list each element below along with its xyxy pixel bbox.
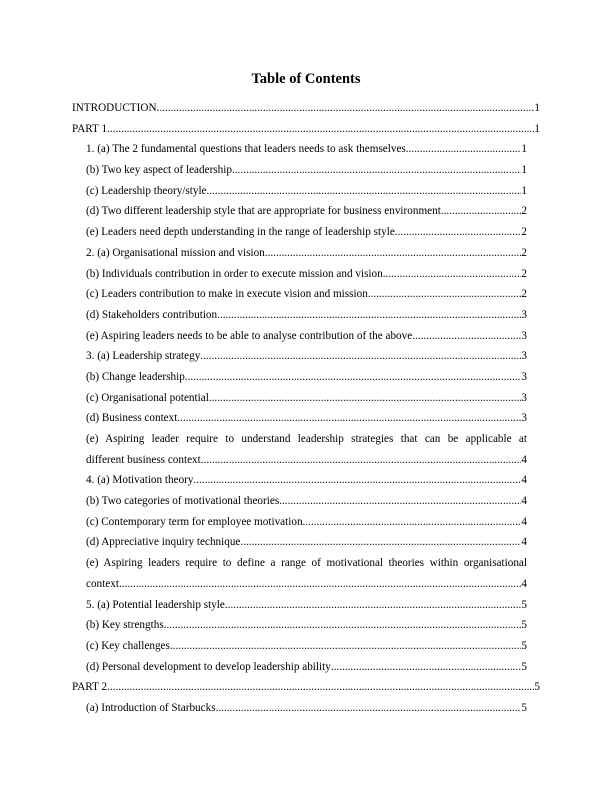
dot-leader — [177, 408, 521, 429]
toc-entry-title: (d) Appreciative inquiry technique — [86, 536, 241, 549]
toc-page-number: 1 — [534, 102, 540, 114]
dot-leader — [157, 98, 535, 119]
dot-leader — [185, 367, 522, 388]
dot-leader — [107, 677, 534, 698]
toc-entry[interactable] — [86, 264, 527, 285]
toc-entry-title: (d) Business context — [86, 412, 178, 425]
toc-page-number: 3 — [521, 412, 527, 425]
dot-leader — [240, 532, 521, 553]
toc-entry[interactable] — [86, 139, 527, 160]
toc-entry-title: (c) Leadership theory/style — [86, 184, 207, 197]
toc-entry-title: (b) Two key aspect of leadership — [86, 164, 232, 177]
toc-entry[interactable] — [86, 615, 527, 636]
toc-entry[interactable] — [86, 553, 527, 594]
toc-page-number: 3 — [521, 308, 527, 321]
toc-entry[interactable] — [86, 388, 527, 409]
toc-entry[interactable] — [86, 491, 527, 512]
dot-leader — [395, 222, 522, 243]
toc-entry-title: (c) Organisational potential — [86, 391, 209, 404]
toc-page-number: 2 — [521, 267, 527, 280]
toc-entry-title: 2. (a) Organisational mission and vision — [86, 246, 265, 259]
toc-entry[interactable] — [86, 512, 527, 533]
toc-entry[interactable] — [86, 243, 527, 264]
toc-entry-title-line: (e) Aspiring leaders require to define a range of motivational theories within organisational — [86, 557, 527, 570]
toc-entry[interactable] — [86, 657, 527, 678]
toc-page-number: 1 — [521, 164, 527, 177]
dot-leader — [194, 470, 522, 491]
toc-entry[interactable] — [86, 429, 527, 470]
toc-page-number: 3 — [521, 370, 527, 383]
dot-leader — [201, 450, 522, 471]
toc-entry[interactable] — [86, 326, 527, 347]
toc-entry-title: (a) Introduction of Starbucks — [86, 701, 216, 714]
dot-leader — [164, 615, 522, 636]
toc-page-number: 2 — [521, 226, 527, 239]
toc-page-number: 1 — [534, 122, 540, 135]
toc-entry[interactable] — [72, 677, 540, 698]
dot-leader — [441, 201, 522, 222]
toc-entry[interactable] — [72, 119, 540, 140]
toc-page-number: 4 — [521, 495, 527, 508]
dot-leader — [279, 491, 521, 512]
dot-leader — [412, 326, 521, 347]
toc-page-number: 5 — [521, 619, 527, 632]
toc-entry[interactable] — [86, 532, 527, 553]
toc-page-number: 1 — [521, 184, 527, 197]
toc-entry[interactable] — [72, 98, 540, 119]
toc-entry[interactable] — [86, 305, 527, 326]
toc-entry-title: PART 2 — [72, 681, 108, 694]
dot-leader — [265, 243, 522, 264]
toc-entry-title: (e) Leaders need depth understanding in the range of leadership style — [86, 226, 395, 239]
toc-entry[interactable] — [86, 698, 527, 719]
toc-entry[interactable] — [86, 636, 527, 657]
toc-entry[interactable] — [86, 160, 527, 181]
toc-entry-title: different business context — [86, 453, 201, 466]
toc-entry[interactable] — [86, 408, 527, 429]
toc-page-number: 4 — [521, 577, 527, 590]
dot-leader — [406, 139, 522, 160]
dot-leader — [303, 512, 522, 533]
dot-leader — [368, 284, 522, 305]
dot-leader — [107, 119, 534, 140]
toc-entry-title: PART 1 — [72, 122, 108, 135]
toc-entry-title: (b) Key strengths — [86, 619, 164, 632]
toc-entry[interactable] — [86, 346, 527, 367]
toc-entry-title: 4. (a) Motivation theory — [86, 474, 194, 487]
toc-page-number: 2 — [521, 246, 527, 259]
toc-page-number: 4 — [521, 453, 527, 466]
toc-entry-title: 1. (a) The 2 fundamental questions that leaders needs to ask themselves — [86, 143, 406, 156]
toc-page-number: 5 — [534, 681, 540, 694]
toc-page-number: 1 — [521, 143, 527, 156]
dot-leader — [225, 595, 522, 616]
toc-entry-title: (b) Two categories of motivational theories — [86, 495, 280, 508]
toc-entry[interactable] — [86, 222, 527, 243]
page-title: Table of Contents — [251, 71, 361, 87]
dot-leader — [232, 160, 521, 181]
toc-page-number: 5 — [521, 701, 527, 714]
toc-page-number: 3 — [521, 350, 527, 363]
toc-entry-title: (d) Stakeholders contribution — [86, 308, 218, 321]
toc-entry-title: (d) Two different leadership style that are appropriate for business environment — [86, 205, 441, 218]
toc-page-number: 4 — [521, 536, 527, 549]
toc-entry-title: (d) Personal development to develop leadership ability — [86, 660, 331, 673]
dot-leader — [200, 346, 521, 367]
toc-page-number: 5 — [521, 660, 527, 673]
toc-page-number: 5 — [521, 639, 527, 652]
toc-entry-title: (c) Contemporary term for employee motivation — [86, 515, 303, 528]
dot-leader — [383, 264, 522, 285]
toc-entry[interactable] — [86, 367, 527, 388]
dot-leader — [331, 657, 522, 678]
dot-leader — [216, 698, 522, 719]
toc-entry-title: (c) Leaders contribution to make in execute vision and mission — [86, 288, 368, 301]
toc-entry-title-line: (e) Aspiring leader require to understand leadership strategies that can be applicable at — [86, 433, 527, 445]
toc-page-number: 5 — [521, 598, 527, 611]
toc-page-number: 3 — [521, 391, 527, 404]
table-of-contents — [0, 98, 612, 719]
toc-entry-title: context — [86, 577, 119, 590]
dot-leader — [170, 636, 522, 657]
toc-page-number: 2 — [521, 205, 527, 218]
toc-page-number: 4 — [521, 515, 527, 528]
toc-entry[interactable] — [86, 470, 527, 491]
toc-page-number: 4 — [521, 474, 527, 487]
toc-entry-title: 5. (a) Potential leadership style — [86, 598, 225, 611]
toc-entry-title: INTRODUCTION — [72, 102, 157, 114]
toc-entry-title: 3. (a) Leadership strategy — [86, 350, 201, 363]
toc-entry-title: (b) Change leadership — [86, 370, 185, 383]
toc-entry-title: (b) Individuals contribution in order to execute mission and vision — [86, 267, 383, 280]
dot-leader — [217, 305, 521, 326]
dot-leader — [119, 574, 521, 595]
toc-page-number: 3 — [521, 329, 527, 342]
dot-leader — [207, 181, 522, 202]
toc-entry[interactable] — [86, 181, 527, 202]
toc-entry[interactable] — [86, 595, 527, 616]
toc-entry-title: (e) Aspiring leaders needs to be able to analyse contribution of the above — [86, 329, 413, 342]
toc-entry-title: (c) Key challenges — [86, 639, 170, 652]
toc-entry[interactable] — [86, 284, 527, 305]
toc-entry[interactable] — [86, 201, 527, 222]
toc-page-number: 2 — [521, 288, 527, 301]
dot-leader — [209, 388, 522, 409]
